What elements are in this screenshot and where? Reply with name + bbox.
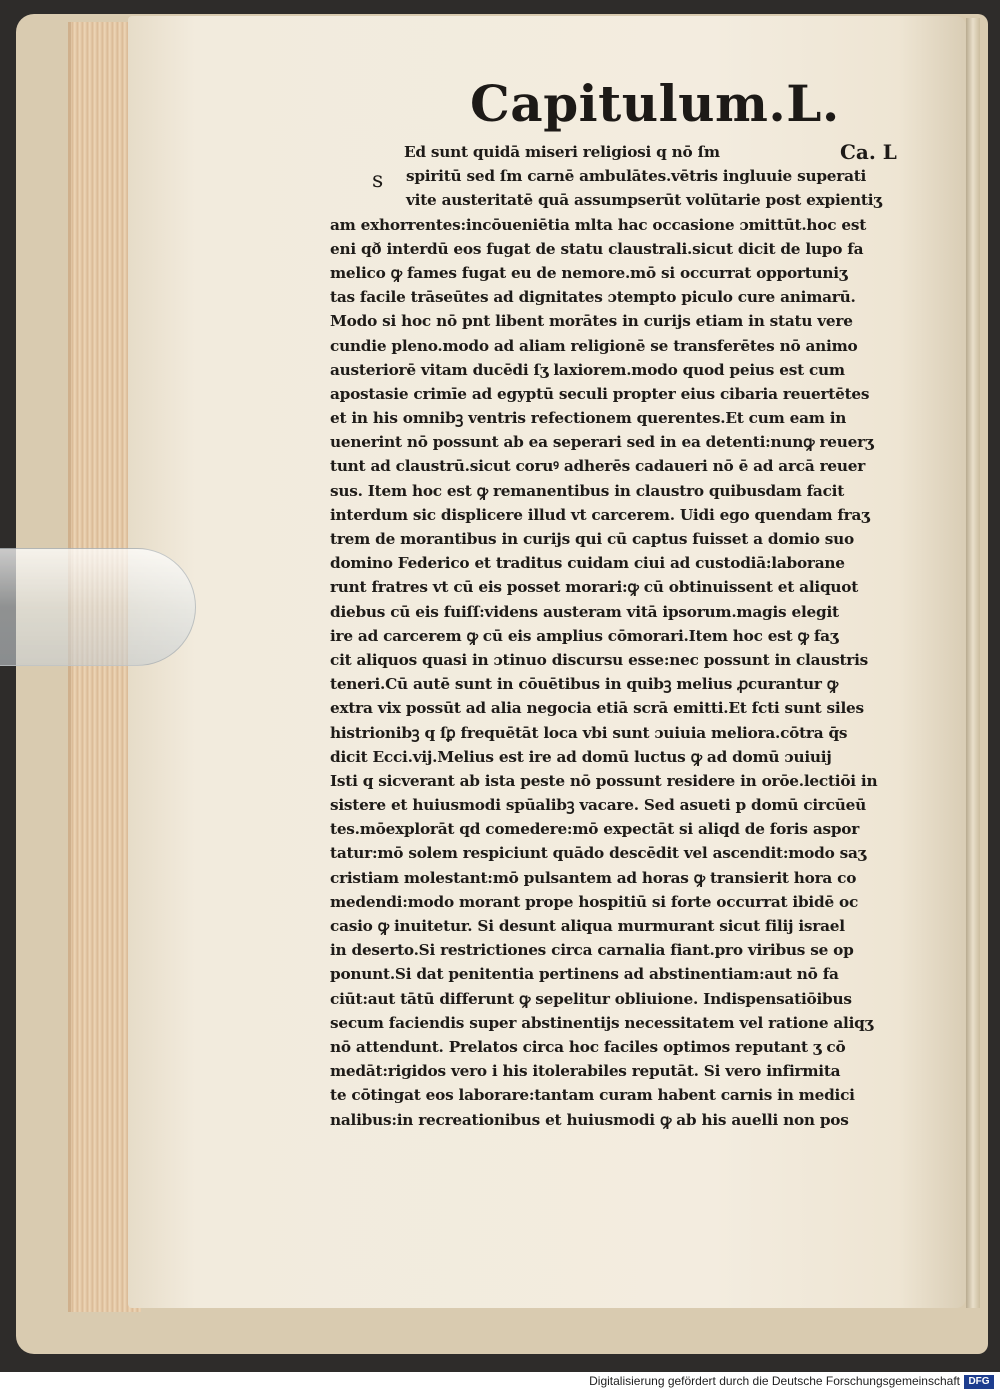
- text-line: austeriorē vitam ducēdi ſʒ laxiorem.modo quod peius est cum: [330, 360, 845, 379]
- text-line: ciūt:aut tātū differunt ꝙ sepelitur obliuione. Indispensatiōibus: [330, 989, 852, 1008]
- footer-credit: Digitalisierung gefördert durch die Deutsche Forschungsgemeinschaft: [589, 1374, 960, 1388]
- text-line: medāt:rigidos vero i his itolerabiles reputāt. Si vero infirmita: [330, 1062, 841, 1081]
- text-line: casio ꝙ inuitetur. Si desunt aliqua murmurant sicut filij israel: [330, 917, 845, 935]
- text-line: sus. Item hoc est ꝙ remanentibus in claustro quibusdam facit: [330, 481, 845, 500]
- text-line: cundie pleno.modo ad aliam religionē se transferētes nō animo: [330, 336, 858, 355]
- text-line: te cōtingat eos laborare:tantam curam habent carnis in medici: [330, 1086, 855, 1105]
- text-line: cristiam molestant:mō pulsantem ad horas ꝙ transierit hora co: [330, 868, 857, 887]
- text-line: tatur:mō solem respiciunt quādo descēdit vel ascendit:modo saʒ: [330, 844, 867, 863]
- text-line: am exhorrentes:incōueniētia mlta hac occasione ɔmittūt.hoc est: [330, 215, 867, 234]
- text-line: trem de morantibus in curijs qui cū captus fuisset a domio suo: [330, 530, 854, 548]
- initial-letter: s: [372, 168, 384, 193]
- text-line: secum faciendis super abstinentijs necessitatem vel ratione aliqʒ: [330, 1013, 874, 1032]
- text-line: runt fratres vt cū eis posset morari:ꝙ cū obtinuissent et aliquot: [330, 578, 859, 597]
- text-line: histrionibꝫ q ſꝑ frequētāt loca vbi sunt ɔuiuia meliora.cōtra q̄s: [330, 723, 848, 742]
- text-line: in deserto.Si restrictiones circa carnalia fiant.pro viribus se op: [330, 941, 854, 960]
- text-line: nō attendunt. Prelatos circa hoc faciles optimos reputant ʒ cō: [330, 1037, 846, 1056]
- text-line: dicit Ecci.vij.Melius est ire ad domū luctus ꝙ ad domū ɔuiuij: [330, 747, 832, 766]
- text-line: vite austeritatē quā assumpserūt volūtarie post expientiʒ: [406, 191, 882, 210]
- text-line: Isti q sicverant ab ista peste nō possunt residere in orōe.lectiōi in: [330, 771, 878, 790]
- text-line: melico ꝙ fames fugat eu de nemore.mō si occurrat opportuniʒ: [330, 263, 848, 282]
- page-clip: [0, 548, 196, 666]
- page-gutter: [966, 18, 980, 1308]
- text-line: tas facile trāseūtes ad dignitates ɔtempto piculo cure animarū.: [330, 288, 856, 307]
- text-line: ire ad carcerem ꝙ cū eis amplius cōmorari.Item hoc est ꝙ faʒ: [330, 626, 839, 645]
- text-line: tunt ad claustrū.sicut coruꝰ adherēs cadaueri nō ē ad arcā reuer: [330, 457, 866, 476]
- text-line: uenerint nō possunt ab ea seperari sed in ea detenti:nunꝙ reuerʒ: [330, 433, 874, 452]
- text-line: cit aliquos quasi in ɔtinuo discursu esse:nec possunt in claustris: [330, 650, 869, 669]
- text-line: extra vix possūt ad alia negocia etiā scrā emitti.Et fcti sunt siles: [330, 699, 864, 718]
- chapter-title: Capitulum.L.: [470, 74, 840, 133]
- text-line: diebus cū eis fuiſſ:videns austeram vitā ipsorum.magis elegit: [330, 602, 839, 621]
- text-line: medendi:modo morant prope hospitiū si forte occurrat ibidē oc: [330, 892, 859, 911]
- text-line: interdum sic displicere illud vt carcerem. Uidi ego quendam fraʒ: [330, 505, 870, 524]
- text-line: eni qð interdū eos fugat de statu claustrali.sicut dicit de lupo fa: [330, 239, 864, 258]
- footer-bar: [0, 1372, 1000, 1392]
- text-line: teneri.Cū autē sunt in cōuētibus in quibꝫ melius ꝓcurantur ꝙ: [330, 675, 838, 694]
- text-line: apostasie crimīe ad egyptū seculi propter eius cibaria reuertētes: [330, 384, 870, 403]
- text-line: ponunt.Si dat penitentia pertinens ad abstinentiam:aut nō fa: [330, 965, 839, 984]
- text-line: Modo si hoc nō pnt libent morātes in curijs etiam in statu vere: [330, 312, 853, 331]
- text-line: nalibus:in recreationibus et huiusmodi ꝙ ab his auelli non pos: [330, 1110, 849, 1129]
- text-line: et in his omnibꝫ ventris refectionem querentes.Et cum eam in: [330, 409, 847, 428]
- text-line: sistere et huiusmodi spūalibꝫ vacare. Sed asueti p domū circūeū: [330, 796, 867, 815]
- text-block: [330, 140, 950, 1132]
- dfg-logo: DFG: [964, 1375, 994, 1389]
- text-line: domino Federico et traditus cuidam ciui ad custodiā:laborane: [330, 554, 845, 573]
- text-line: spiritū sed ſm carnē ambulātes.vētris ingluuie superati: [406, 167, 867, 186]
- text-line: tes.mōexplorāt qd comedere:mō expectāt si aliqd de foris aspor: [330, 820, 860, 839]
- running-head: Ca. L: [840, 140, 897, 164]
- text-line: Ed sunt quidā miseri religiosi q nō ſm: [404, 143, 720, 161]
